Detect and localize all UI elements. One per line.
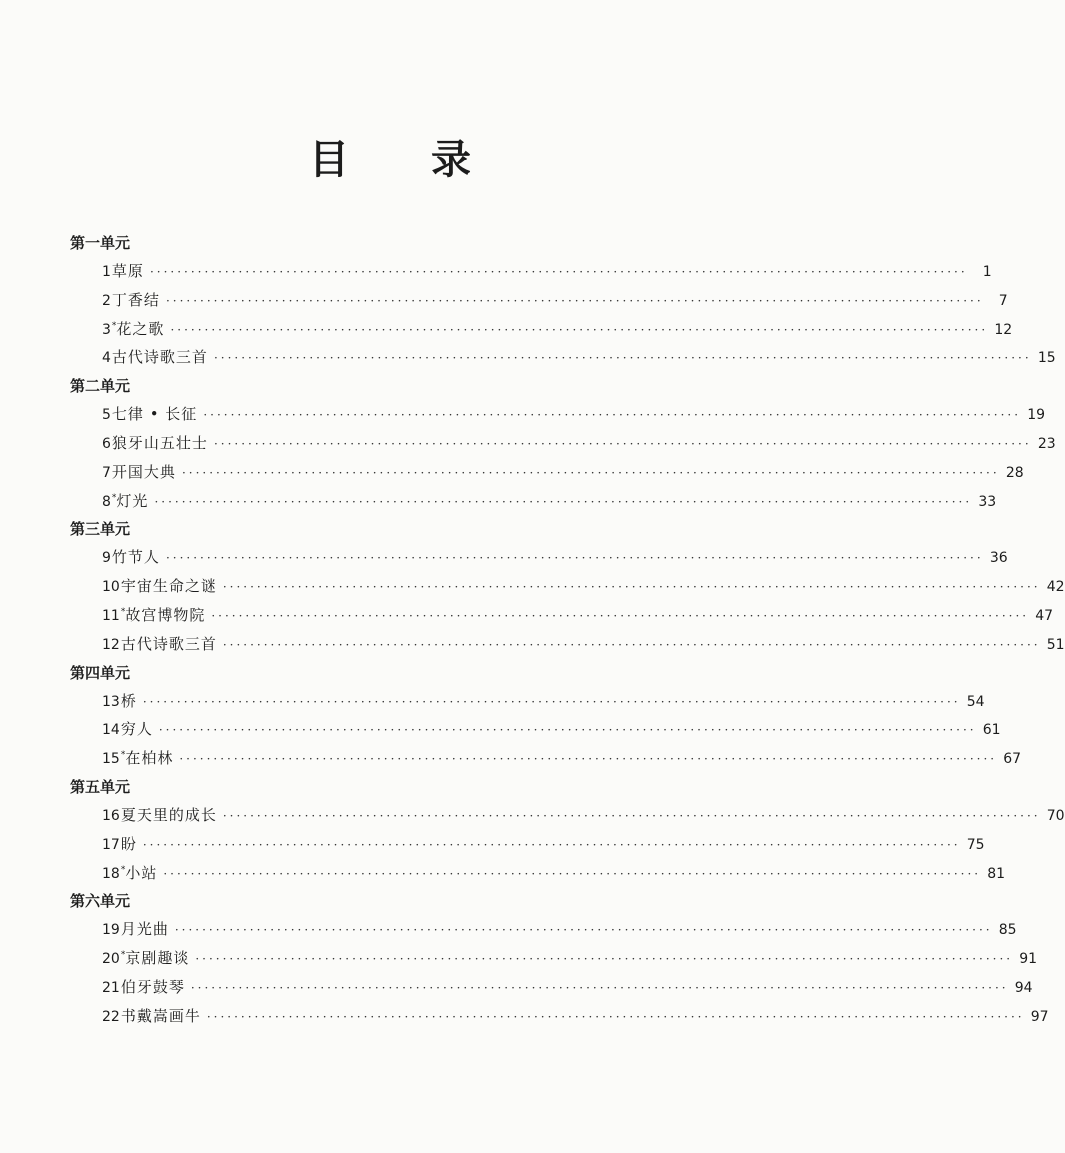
- dot-leader: ························································································································: [222, 580, 1041, 595]
- lesson-number-text: 14: [102, 722, 120, 739]
- lesson-title: 七律 • 长征: [111, 405, 198, 424]
- page-number: 81: [987, 865, 1006, 882]
- dot-leader: ························································································································: [174, 923, 993, 938]
- unit-heading: 第六单元: [70, 892, 131, 911]
- lesson-title: 开国大典: [111, 462, 176, 481]
- page-number: 7: [998, 292, 1008, 309]
- page-title: 目 录: [309, 136, 505, 183]
- lesson-number: [102, 631, 121, 662]
- lesson-number-text: 22: [102, 1008, 120, 1025]
- unit-heading: 第五单元: [70, 777, 131, 796]
- lesson-number-text: 19: [102, 922, 120, 939]
- toc-entry[interactable]: [70, 543, 1008, 572]
- lesson-number: [102, 401, 112, 432]
- lesson-number: [102, 974, 121, 1005]
- dot-leader: ························································································································: [213, 351, 1032, 366]
- lesson-title: 丁香结: [111, 290, 160, 309]
- lesson-number: [102, 860, 125, 891]
- toc-entry[interactable]: [70, 572, 1065, 601]
- optional-mark: *: [120, 750, 126, 761]
- lesson-title: 故宫博物院: [125, 605, 206, 624]
- page-number: 61: [982, 722, 1001, 739]
- lesson-number-text: 12: [102, 636, 120, 653]
- toc-entry[interactable]: [70, 487, 997, 516]
- table-of-contents: [70, 229, 1065, 1031]
- page-number: 12: [994, 321, 1013, 338]
- page-number: 51: [1046, 636, 1065, 653]
- toc-entry[interactable]: [70, 687, 985, 716]
- page-number: 42: [1046, 579, 1065, 596]
- lesson-number: [102, 459, 112, 490]
- lesson-number-text: 13: [102, 693, 120, 710]
- toc-entry[interactable]: [70, 973, 1033, 1002]
- lesson-title: 京剧趣谈: [125, 949, 190, 968]
- lesson-number: [102, 602, 125, 633]
- toc-entry[interactable]: [70, 400, 1046, 429]
- page-number: 19: [1027, 407, 1046, 424]
- toc-entry[interactable]: [70, 944, 1038, 973]
- page-number: 75: [966, 836, 985, 853]
- dot-leader: ························································································································: [158, 723, 977, 738]
- page-number: 47: [1035, 607, 1054, 624]
- toc-entry[interactable]: [70, 286, 1008, 315]
- optional-mark: *: [120, 950, 126, 961]
- dot-leader: ························································································································: [165, 551, 984, 566]
- lesson-number: [102, 573, 121, 604]
- page-number: 85: [998, 922, 1017, 939]
- lesson-number: [102, 287, 112, 318]
- lesson-title: 夏天里的成长: [120, 805, 217, 824]
- lesson-number-text: 5: [102, 407, 111, 424]
- lesson-number: [102, 916, 121, 947]
- lesson-title: 在柏林: [125, 749, 174, 768]
- toc-entry[interactable]: [70, 859, 1006, 888]
- dot-leader: ························································································································: [190, 980, 1009, 995]
- lesson-number: [102, 344, 112, 375]
- dot-leader: ························································································································: [181, 465, 1000, 480]
- page-number: 1: [982, 264, 992, 280]
- page-number: 23: [1037, 435, 1056, 452]
- page-number: 97: [1030, 1008, 1049, 1025]
- lesson-number: [102, 831, 121, 862]
- lesson-number-text: 11: [102, 607, 120, 624]
- dot-leader: ························································································································: [163, 866, 982, 881]
- lesson-title: 伯牙鼓琴: [120, 977, 185, 996]
- lesson-title: 穷人: [120, 720, 153, 739]
- lesson-title: 盼: [120, 834, 137, 853]
- lesson-number: [102, 945, 125, 976]
- lesson-number-text: 3: [102, 321, 111, 338]
- page-number: 36: [989, 550, 1008, 567]
- dot-leader: ························································································································: [213, 436, 1032, 451]
- lesson-number: [102, 716, 121, 747]
- optional-mark: *: [120, 606, 126, 617]
- lesson-number-text: 8: [102, 493, 111, 510]
- dot-leader: ························································································································: [222, 637, 1041, 652]
- page-number: 28: [1005, 464, 1024, 481]
- lesson-number-text: 21: [102, 979, 120, 996]
- lesson-title: 古代诗歌三首: [120, 634, 217, 653]
- dot-leader: ························································································································: [165, 293, 984, 308]
- unit-heading: 第四单元: [70, 663, 131, 682]
- page-number: 54: [966, 693, 985, 710]
- toc-entry[interactable]: [70, 715, 1001, 744]
- page-number: 15: [1037, 350, 1056, 367]
- lesson-number-text: 20: [102, 951, 120, 968]
- toc-entry[interactable]: [70, 315, 1013, 344]
- lesson-number-text: 10: [102, 579, 120, 596]
- lesson-title: 草原: [111, 262, 144, 280]
- lesson-number-text: 15: [102, 751, 120, 768]
- lesson-number-text: 16: [102, 807, 120, 824]
- dot-leader: ························································································································: [142, 694, 961, 709]
- lesson-number: [102, 430, 112, 461]
- lesson-title: 月光曲: [120, 920, 169, 939]
- toc-entry[interactable]: [70, 429, 1056, 458]
- lesson-title: 竹节人: [111, 548, 160, 567]
- page-number: 70: [1046, 807, 1065, 824]
- unit-heading: 第一单元: [70, 234, 131, 252]
- lesson-number: [102, 258, 112, 289]
- lesson-number: [102, 316, 116, 347]
- toc-entry[interactable]: [70, 744, 1022, 773]
- page-number: 91: [1019, 951, 1038, 968]
- optional-mark: *: [111, 492, 117, 503]
- lesson-title: 古代诗歌三首: [111, 348, 208, 367]
- toc-entry[interactable]: [70, 458, 1024, 487]
- dot-leader: ························································································································: [142, 837, 961, 852]
- lesson-title: 花之歌: [116, 319, 165, 338]
- toc-entry[interactable]: [70, 343, 1056, 372]
- lesson-number: [102, 745, 125, 776]
- dot-leader: ························································································································: [170, 322, 989, 337]
- lesson-title: 小站: [125, 863, 158, 882]
- optional-mark: *: [120, 864, 126, 875]
- lesson-number: [102, 802, 121, 833]
- lesson-number: [102, 544, 112, 575]
- lesson-number-text: 4: [102, 350, 111, 367]
- optional-mark: *: [111, 320, 117, 331]
- lesson-number: [102, 488, 116, 519]
- dot-leader: ························································································································: [154, 494, 973, 509]
- toc-entry[interactable]: [70, 601, 1054, 630]
- toc-entry[interactable]: [70, 257, 992, 286]
- dot-leader: ························································································································: [206, 1009, 1025, 1024]
- lesson-number-text: 7: [102, 464, 111, 481]
- lesson-number-text: 6: [102, 435, 111, 452]
- dot-leader: ························································································································: [179, 752, 998, 767]
- lesson-title: 灯光: [116, 491, 149, 510]
- unit-heading: 第二单元: [70, 377, 131, 396]
- dot-leader: ························································································································: [222, 808, 1041, 823]
- lesson-number-text: 17: [102, 836, 120, 853]
- lesson-title: 宇宙生命之谜: [120, 577, 217, 596]
- lesson-number-text: 2: [102, 292, 111, 309]
- unit-heading: 第三单元: [70, 520, 131, 539]
- toc-entry[interactable]: [70, 1002, 1049, 1031]
- lesson-number-text: 1: [102, 264, 111, 280]
- dot-leader: ························································································································: [149, 265, 968, 279]
- toc-entry[interactable]: [70, 801, 1065, 830]
- lesson-title: 桥: [120, 691, 137, 710]
- lesson-number: [102, 688, 121, 719]
- lesson-number-text: 9: [102, 550, 111, 567]
- page-number: 94: [1014, 979, 1033, 996]
- page-number: 33: [978, 493, 997, 510]
- page-number: 67: [1003, 751, 1022, 768]
- toc-entry[interactable]: [70, 630, 1065, 659]
- lesson-number: [102, 1003, 121, 1034]
- dot-leader: ························································································································: [203, 408, 1022, 423]
- lesson-number-text: 18: [102, 865, 120, 882]
- dot-leader: ························································································································: [195, 952, 1014, 967]
- lesson-title: 书戴嵩画牛: [120, 1006, 201, 1025]
- lesson-title: 狼牙山五壮士: [111, 433, 208, 452]
- toc-entry[interactable]: [70, 830, 985, 859]
- toc-entry[interactable]: [70, 915, 1017, 944]
- dot-leader: ························································································································: [211, 608, 1030, 623]
